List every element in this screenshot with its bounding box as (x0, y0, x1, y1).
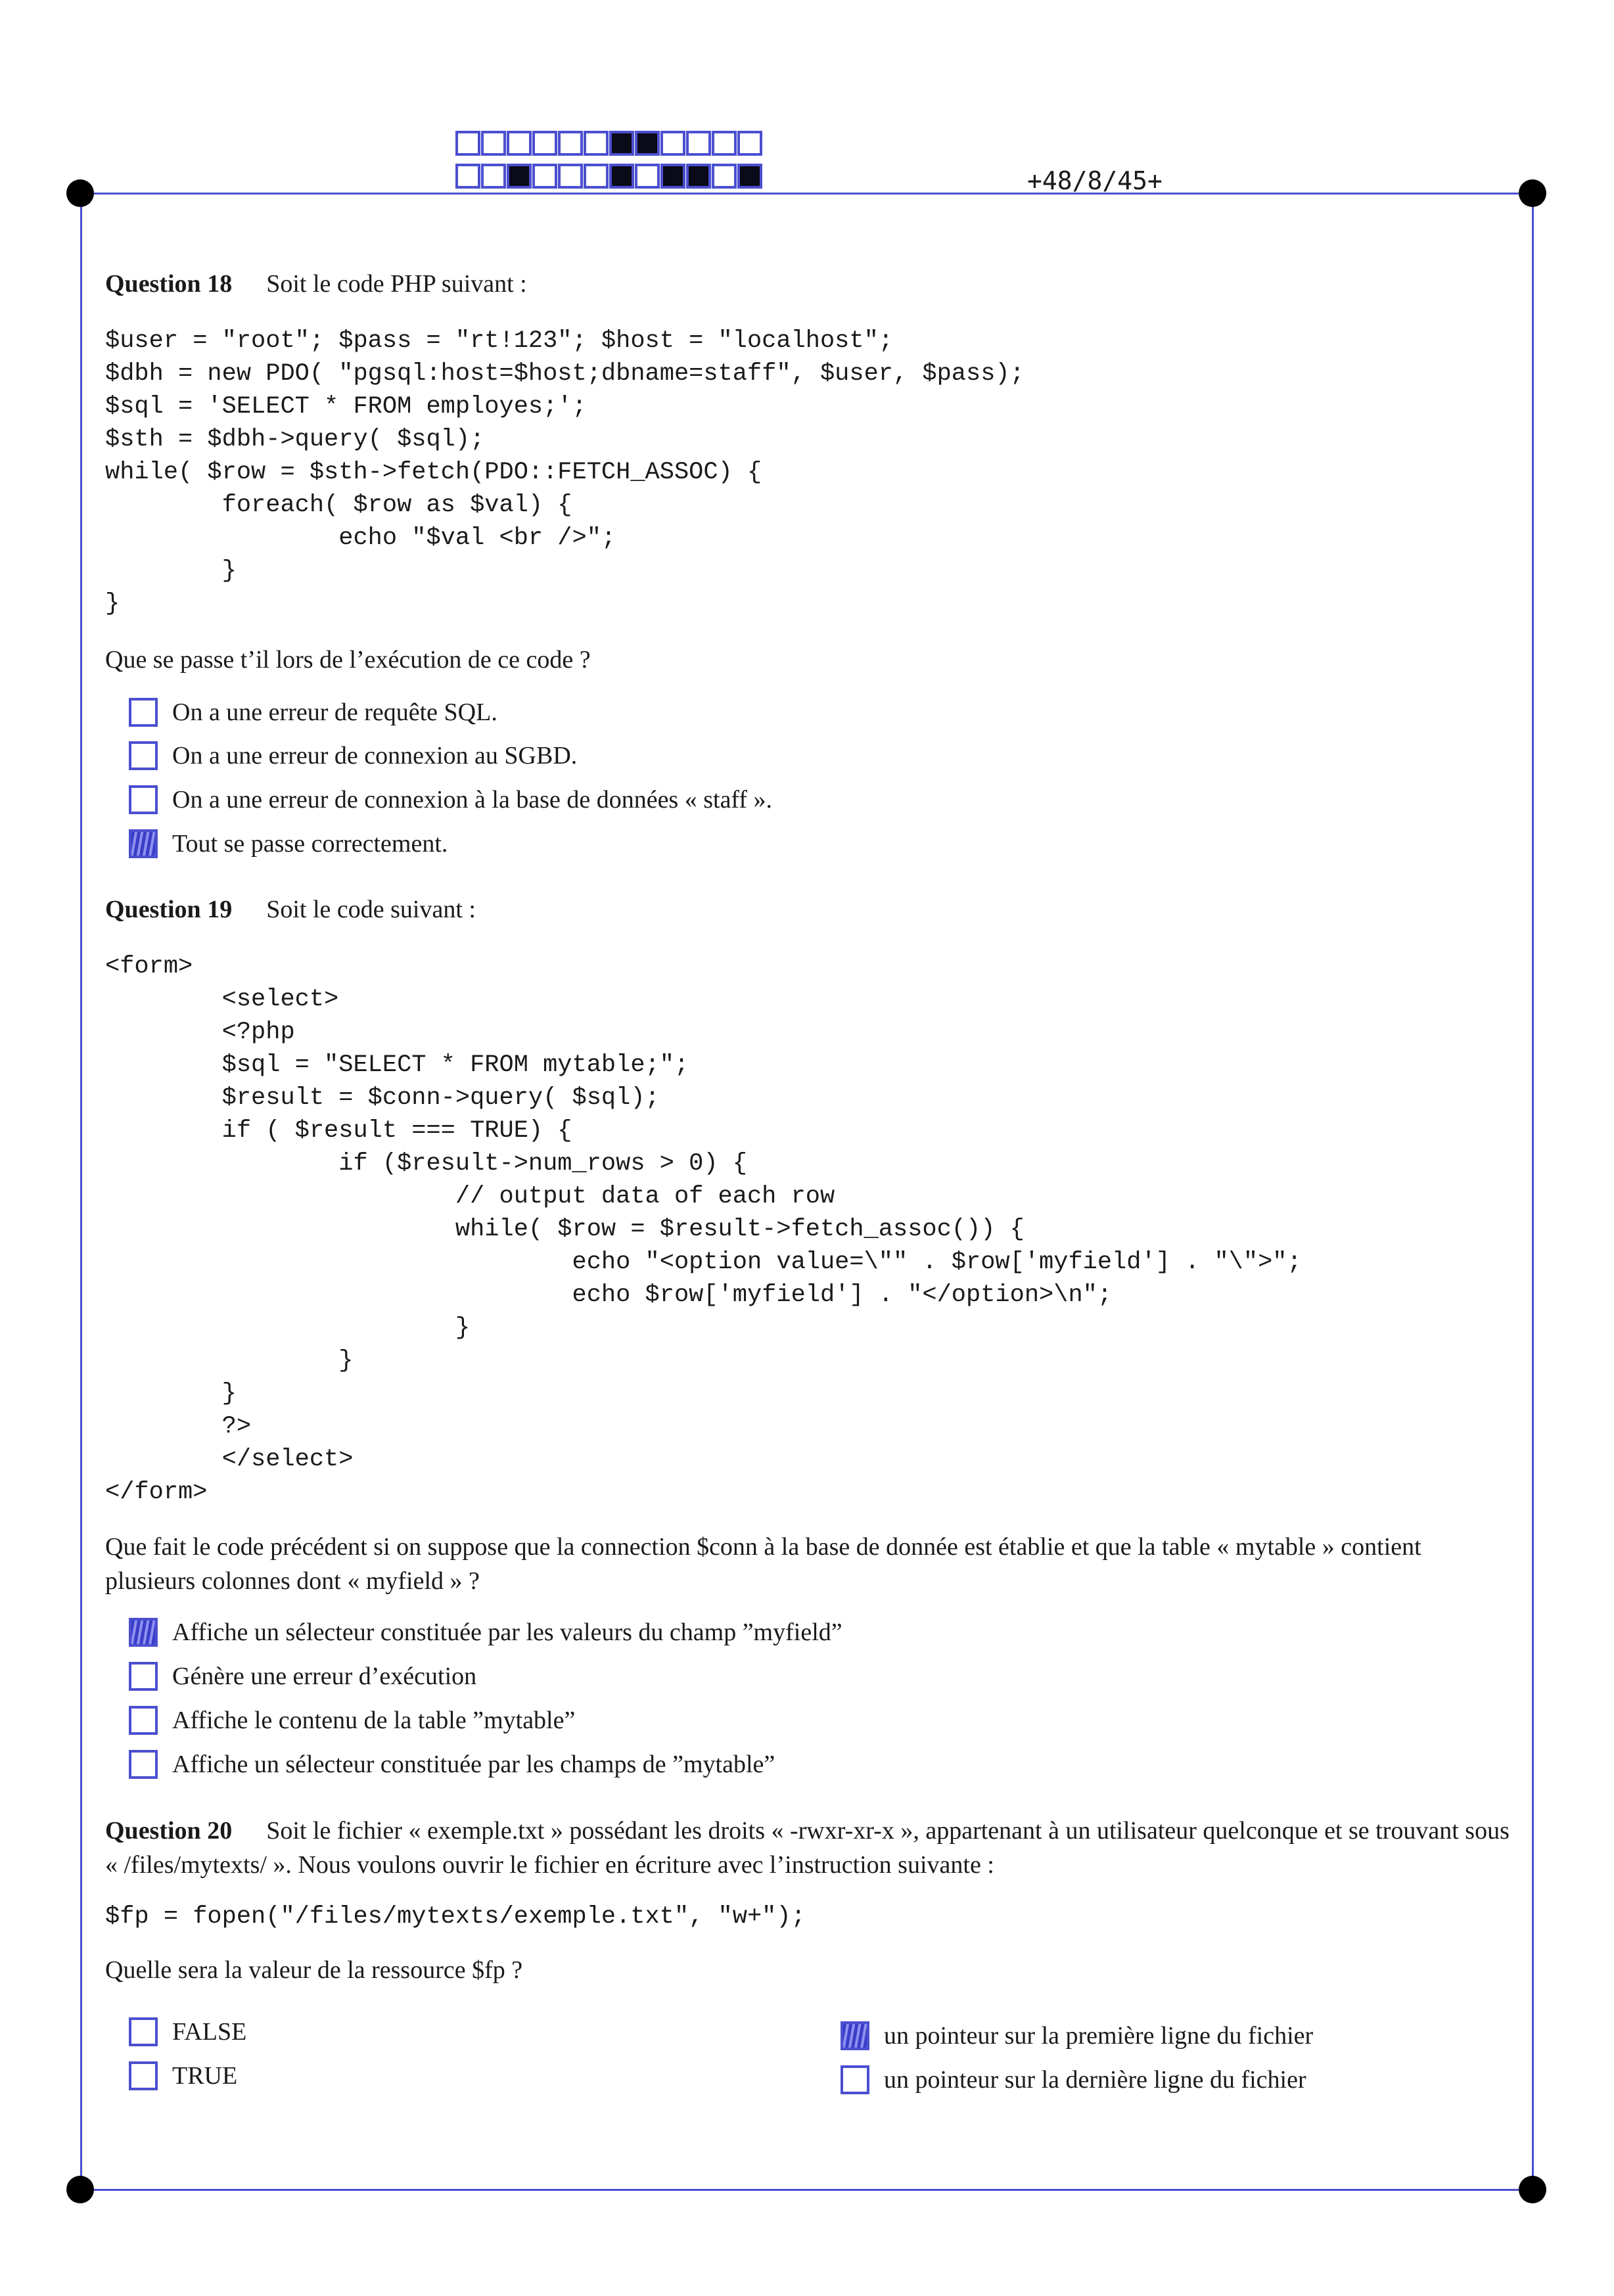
barcode-cell (712, 164, 737, 189)
barcode-cell (481, 131, 506, 156)
q19-intro: Soit le code suivant : (266, 896, 476, 923)
q18-checkbox-a[interactable] (129, 698, 158, 727)
q18-number: Question 18 (105, 270, 233, 298)
q18-checkbox-c[interactable] (129, 785, 158, 814)
barcode-cell (455, 164, 480, 189)
q19-number: Question 19 (105, 896, 233, 923)
q20-checkbox-b[interactable] (129, 2061, 158, 2090)
q20-option-c-label: un pointeur sur la première ligne du fichier (884, 2022, 1314, 2050)
barcode-cell (635, 131, 660, 156)
q20-option-c[interactable] (841, 2021, 1313, 2050)
frame-top-line (88, 193, 1534, 195)
q18-option-b-label: On a une erreur de connexion au SGBD. (172, 742, 578, 769)
q18-prompt: Que se passe t’il lors de l’exécution de ce code ? (105, 646, 591, 674)
barcode-cell (507, 164, 532, 189)
barcode-cell (455, 131, 480, 156)
q18-option-d[interactable] (129, 829, 448, 858)
q18-code: $user = "root"; $pass = "rt!123"; $host = "localhost"; $dbh = new PDO( "pgsql:host=$host;dbname=staff", $user, $pass); $sql = 'SELECT * FROM employes;'; $sth = $dbh->query( $sql); while( $row = $sth->fetch(PDO::FETCH_ASSOC) { foreach( $row as $val) { echo "$val <br />"; } } (105, 327, 1025, 618)
q18-option-c-label: On a une erreur de connexion à la base de données « staff ». (172, 786, 773, 814)
q19-prompt: Que fait le code précédent si on suppose que la connection $conn à la base de donnée est établie et que la table « mytable » contient plusieurs colonnes dont « myfield » ? (105, 1533, 1421, 1595)
q18-intro: Soit le code PHP suivant : (266, 270, 527, 298)
q18-option-a-label: On a une erreur de requête SQL. (172, 699, 497, 726)
q19-heading (105, 895, 476, 924)
corner-marker-bottom-left (66, 2176, 94, 2203)
q18-option-b[interactable] (129, 741, 577, 770)
q20-option-b[interactable] (129, 2061, 237, 2090)
barcode-cell (660, 164, 685, 189)
q20-intro: Soit le fichier « exemple.txt » possédant les droits « -rwxr-xr-x », appartenant à un utilisateur quelconque et se trouvant sous « /files/mytexts/ ». Nous voulons ouvrir le fichier en écriture avec l’instruction suivante : (105, 1817, 1510, 1879)
page-id: +48/8/45+ (1027, 166, 1163, 195)
q20-number: Question 20 (105, 1817, 233, 1845)
frame-bottom-line (88, 2189, 1534, 2191)
q18-option-a[interactable] (129, 698, 497, 727)
q18-option-c[interactable] (129, 785, 772, 814)
corner-marker-top-right (1519, 179, 1546, 207)
corner-marker-top-left (66, 179, 94, 207)
q20-code: $fp = fopen("/files/mytexts/exemple.txt", "w+"); (105, 1903, 806, 1931)
q19-option-c[interactable] (129, 1706, 575, 1735)
barcode-cell (507, 131, 532, 156)
q20-checkbox-c[interactable] (841, 2021, 869, 2050)
barcode-cell (481, 164, 506, 189)
barcode-cell (558, 131, 583, 156)
q20-prompt: Quelle sera la valeur de la ressource $fp ? (105, 1956, 523, 1984)
q19-option-b[interactable] (129, 1662, 476, 1691)
q19-option-b-label: Génère une erreur d’exécution (172, 1663, 477, 1690)
q19-checkbox-a[interactable] (129, 1618, 158, 1647)
q20-option-a-label: FALSE (172, 2018, 247, 2046)
barcode-cell (737, 131, 762, 156)
barcode-row-2 (455, 164, 763, 189)
barcode-cell (584, 131, 609, 156)
q18-checkbox-d[interactable] (129, 829, 158, 858)
barcode-cell (532, 131, 557, 156)
q19-option-d-label: Affiche un sélecteur constituée par les champs de ”mytable” (172, 1751, 775, 1778)
barcode-cell (660, 131, 685, 156)
barcode-cell (737, 164, 762, 189)
barcode-cell (686, 131, 711, 156)
q19-checkbox-c[interactable] (129, 1706, 158, 1735)
q20-checkbox-a[interactable] (129, 2017, 158, 2046)
q20-checkbox-d[interactable] (841, 2065, 869, 2094)
corner-marker-bottom-right (1519, 2176, 1546, 2203)
barcode-row-1 (455, 131, 763, 156)
q20-option-a[interactable] (129, 2017, 246, 2046)
barcode-cell (584, 164, 609, 189)
barcode-cell (635, 164, 660, 189)
q19-checkbox-b[interactable] (129, 1662, 158, 1691)
frame-right-line (1532, 193, 1534, 2190)
q19-code: <form> <select> <?php $sql = "SELECT * FROM mytable;"; $result = $conn->query( $sql); if ( $result === TRUE) { if ($result->num_rows > 0) { // output data of each row while( $row = $result->fetch_assoc()) { echo "<option value=\"" . $row['myfield'] . "\">"; echo $row['myfield'] . "</option>\n"; } } } ?> </select> </form> (105, 953, 1302, 1506)
q19-option-a[interactable] (129, 1618, 842, 1647)
q19-option-c-label: Affiche le contenu de la table ”mytable” (172, 1707, 576, 1734)
q19-option-d[interactable] (129, 1750, 775, 1779)
barcode-cell (712, 131, 737, 156)
q19-checkbox-d[interactable] (129, 1750, 158, 1779)
barcode-cell (609, 164, 634, 189)
q18-heading (105, 269, 527, 298)
q19-option-a-label: Affiche un sélecteur constituée par les valeurs du champ ”myfield” (172, 1619, 842, 1646)
frame-left-line (80, 193, 82, 2190)
q20-heading (105, 1814, 1511, 1882)
barcode-cell (532, 164, 557, 189)
barcode-cell (686, 164, 711, 189)
barcode-cell (558, 164, 583, 189)
q20-option-d[interactable] (841, 2065, 1306, 2094)
barcode-cell (609, 131, 634, 156)
q18-option-d-label: Tout se passe correctement. (172, 830, 448, 858)
q20-option-d-label: un pointeur sur la dernière ligne du fichier (884, 2066, 1306, 2094)
q20-option-b-label: TRUE (172, 2062, 238, 2090)
q18-checkbox-b[interactable] (129, 741, 158, 770)
